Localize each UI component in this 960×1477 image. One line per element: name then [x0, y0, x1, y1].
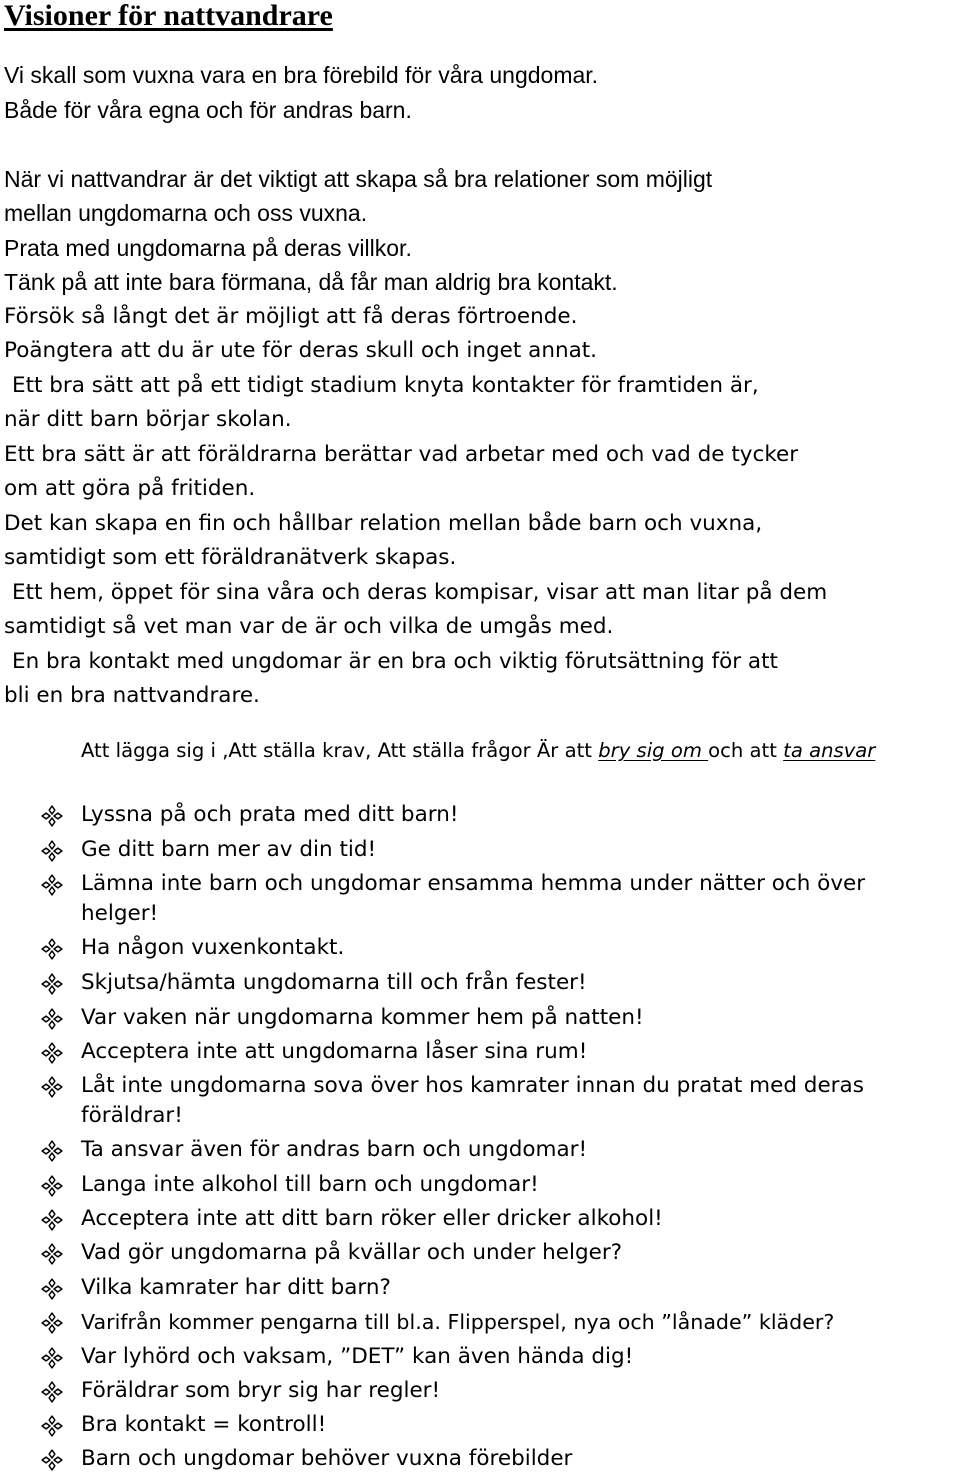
intro-line: Ett hem, öppet för sina våra och deras kompisar, visar att man litar på dem — [12, 579, 828, 605]
list-item-text: Barn och ungdomar behöver vuxna förebilder — [81, 1446, 573, 1471]
intro-line: mellan ungdomarna och oss vuxna. — [4, 200, 368, 226]
four-diamond-bullet-icon — [40, 1410, 66, 1440]
intro-line: Försök så långt det är möjligt att få deras förtroende. — [4, 303, 578, 329]
slogan-emphasis-bry-sig-om: bry sig om — [598, 739, 709, 762]
intro-line: När vi nattvandrar är det viktigt att skapa så bra relationer som möjligt — [4, 165, 713, 192]
four-diamond-bullet-icon — [40, 1444, 66, 1474]
list-item — [40, 1307, 940, 1337]
list-item — [40, 869, 920, 929]
four-diamond-bullet-icon — [40, 800, 66, 830]
intro-line: Det kan skapa en fin och hållbar relation mellan både barn och vuxna, — [4, 510, 763, 536]
list-item-text: Bra kontakt = kontroll! — [81, 1412, 327, 1437]
list-item-text: Ha någon vuxenkontakt. — [81, 935, 345, 960]
four-diamond-bullet-icon — [40, 1071, 66, 1101]
four-diamond-bullet-icon — [40, 835, 66, 865]
intro-line: Ett bra sätt att på ett tidigt stadium knyta kontakter för framtiden är, — [12, 372, 759, 398]
four-diamond-bullet-icon — [40, 1003, 66, 1033]
slogan-lead: Att lägga sig i ,Att ställa krav, Att ställa frågor Är att — [81, 739, 599, 762]
document-title: Visioner för nattvandrare — [4, 0, 333, 32]
list-item-text: Skjutsa/hämta ungdomarna till och från fester! — [81, 970, 587, 995]
intro-line: om att göra på fritiden. — [4, 476, 256, 501]
list-item-text: Låt inte ungdomarna sova över hos kamrater innan du pratat med deras föräldrar! — [81, 1073, 864, 1128]
four-diamond-bullet-icon — [40, 1376, 66, 1406]
slogan-middle: och att — [708, 739, 784, 762]
list-item-text: Varifrån kommer pengarna till bl.a. Flipperspel, nya och ”lånade” kläder? — [81, 1310, 835, 1334]
intro-text — [4, 58, 827, 714]
list-item — [40, 1071, 920, 1131]
intro-line: Poängtera att du är ute för deras skull och inget annat. — [4, 338, 598, 363]
four-diamond-bullet-icon — [40, 1204, 66, 1234]
four-diamond-bullet-icon — [40, 1307, 66, 1337]
list-item-text: Lyssna på och prata med ditt barn! — [81, 802, 459, 827]
intro-line: samtidigt som ett föräldranätverk skapas. — [4, 545, 457, 570]
list-item — [40, 1410, 940, 1440]
list-item — [40, 1444, 940, 1474]
list-item — [40, 1204, 940, 1234]
list-item — [40, 1376, 940, 1406]
intro-line: Både för våra egna och för andras barn. — [4, 96, 412, 123]
four-diamond-bullet-icon — [40, 1170, 66, 1200]
intro-line: Ett bra sätt är att föräldrarna berättar vad arbetar med och vad de tycker — [4, 441, 799, 467]
four-diamond-bullet-icon — [40, 1037, 66, 1067]
list-item-text: Ta ansvar även för andras barn och ungdomar! — [81, 1137, 588, 1162]
four-diamond-bullet-icon — [40, 1342, 66, 1372]
four-diamond-bullet-icon — [40, 1238, 66, 1268]
list-item-text: Ge ditt barn mer av din tid! — [81, 837, 377, 862]
list-item — [40, 1135, 940, 1165]
slogan-line — [81, 735, 875, 767]
list-item — [40, 835, 940, 865]
intro-line: Prata med ungdomarna på deras villkor. — [4, 234, 412, 261]
list-item-text: Acceptera inte att ditt barn röker eller dricker alkohol! — [81, 1206, 663, 1231]
slogan-emphasis-ta-ansvar: ta ansvar — [783, 739, 876, 762]
intro-line: samtidigt så vet man var de är och vilka de umgås med. — [4, 614, 614, 639]
four-diamond-bullet-icon — [40, 1135, 66, 1165]
list-item-text: Acceptera inte att ungdomarna låser sina rum! — [81, 1039, 588, 1064]
list-item-text: Lämna inte barn och ungdomar ensamma hemma under nätter och över helger! — [81, 871, 866, 926]
list-item — [40, 968, 940, 998]
intro-line: bli en bra nattvandrare. — [4, 683, 260, 708]
four-diamond-bullet-icon — [40, 968, 66, 998]
intro-line: Tänk på att inte bara förmana, då får man aldrig bra kontakt. — [4, 269, 618, 295]
list-item — [40, 1238, 940, 1268]
list-item-text: Vilka kamrater har ditt barn? — [81, 1275, 391, 1300]
list-item-text: Föräldrar som bryr sig har regler! — [81, 1378, 441, 1403]
list-item — [40, 1037, 940, 1067]
list-item — [40, 800, 940, 830]
list-item — [40, 933, 940, 963]
list-item-text: Langa inte alkohol till barn och ungdomar! — [81, 1172, 539, 1197]
list-item — [40, 1170, 940, 1200]
list-item — [40, 1342, 940, 1372]
list-item — [40, 1273, 940, 1303]
list-item — [40, 1003, 940, 1033]
four-diamond-bullet-icon — [40, 869, 66, 899]
intro-line: Vi skall som vuxna vara en bra förebild för våra ungdomar. — [4, 62, 599, 88]
list-item-text: Vad gör ungdomarna på kvällar och under helger? — [81, 1240, 623, 1265]
four-diamond-bullet-icon — [40, 1273, 66, 1303]
list-item-text: Var lyhörd och vaksam, ”DET” kan även hända dig! — [81, 1344, 634, 1369]
list-item-text: Var vaken när ungdomarna kommer hem på natten! — [81, 1005, 644, 1030]
paragraph-gap — [4, 127, 827, 162]
four-diamond-bullet-icon — [40, 933, 66, 963]
intro-line: En bra kontakt med ungdomar är en bra och viktig förutsättning för att — [12, 648, 778, 674]
intro-line: när ditt barn börjar skolan. — [4, 407, 292, 432]
